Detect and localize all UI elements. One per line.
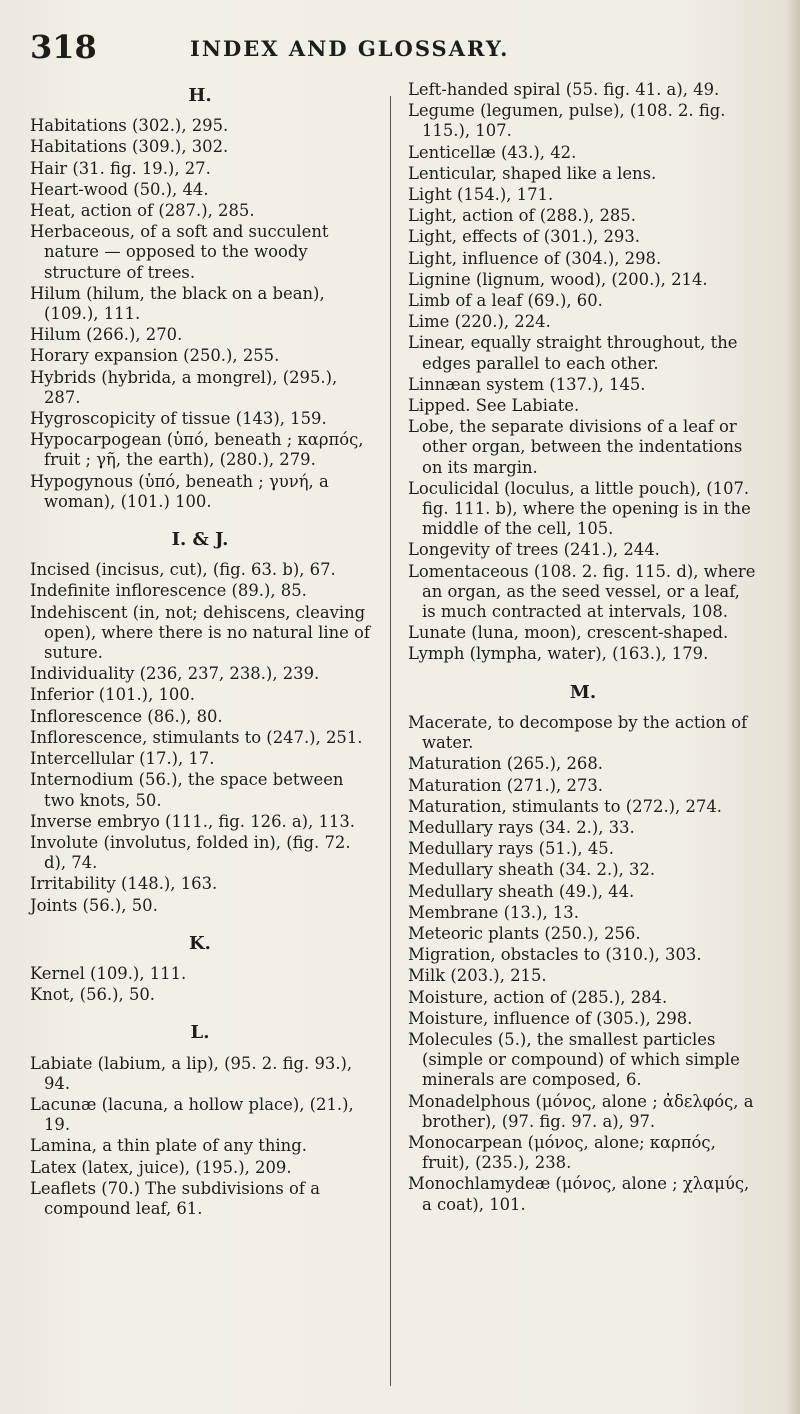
index-entry: Lobe, the separate divisions of a leaf or other organ, between the indentations on its margin.	[408, 417, 743, 477]
index-entry: Left-handed spiral (55. fig. 41. a), 49.	[408, 80, 720, 99]
index-entry: Labiate (labium, a lip), (95. 2. fig. 93.), 94.	[30, 1053, 353, 1093]
index-entry: Incised (incisus, cut), (fig. 63. b), 67.	[30, 560, 336, 580]
index-entry: Lignine (lignum, wood), (200.), 214.	[408, 269, 708, 289]
section-letter: I. & J.	[171, 529, 229, 551]
index-entry: Limb of a leaf (69.), 60.	[408, 291, 603, 311]
index-entry: Loculicidal (loculus, a little pouch), (107. fig. 111. b), where the opening is in the middle of the cell, 105.	[408, 478, 751, 539]
section-letter: K.	[189, 932, 211, 954]
index-entry: Joints (56.), 50.	[30, 895, 158, 915]
index-entry: Legume (legumen, pulse), (108. 2. fig. 115.), 107.	[408, 101, 726, 141]
index-entry: Inflorescence, stimulants to (247.), 251.	[30, 727, 363, 747]
index-entry: Involute (involutus, folded in), (fig. 72. d), 74.	[30, 832, 351, 873]
index-entry: Migration, obstacles to (310.), 303.	[408, 945, 702, 965]
index-entry: Monadelphous (μόνος, alone ; ἀδελφός, a brother), (97. fig. 97. a), 97.	[408, 1091, 754, 1131]
index-entry: Indehiscent (in, not; dehiscens, cleaving open), where there is no natural line of suture.	[30, 602, 370, 663]
index-entry: Heart-wood (50.), 44.	[30, 179, 209, 199]
index-entry: Medullary sheath (34. 2.), 32.	[408, 860, 656, 880]
index-entry: Linear, equally straight throughout, the edges parallel to each other.	[408, 333, 738, 373]
page-number: 318	[30, 28, 97, 66]
index-entry: Maturation (271.), 273.	[408, 775, 603, 795]
index-entry: Lacunæ (lacuna, a hollow place), (21.), 19.	[30, 1094, 354, 1135]
index-entry: Hilum (hilum, the black on a bean), (109.), 111.	[30, 283, 325, 324]
index-entry: Lenticular, shaped like a lens.	[408, 163, 657, 183]
column-divider	[390, 96, 391, 1386]
index-entry: Hypogynous (ὑπό, beneath ; γυνή, a woman), (101.) 100.	[30, 471, 329, 511]
section-letter: M.	[569, 681, 597, 703]
index-entry: Membrane (13.), 13.	[408, 902, 579, 922]
index-entry: Lenticellæ (43.), 42.	[408, 142, 577, 162]
index-entry: Latex (latex, juice), (195.), 209.	[30, 1157, 292, 1177]
index-entry: Hybrids (hybrida, a mongrel), (295.), 287.	[30, 367, 338, 407]
running-title: INDEX AND GLOSSARY.	[190, 36, 510, 61]
index-entry: Monocarpean (μόνος, alone; καρπός, fruit), (235.), 238.	[408, 1132, 716, 1173]
section-letter: L.	[190, 1022, 210, 1044]
index-entry: Inverse embryo (111., fig. 126. a), 113.	[30, 811, 355, 831]
index-entry: Knot, (56.), 50.	[30, 985, 156, 1005]
index-entry: Lime (220.), 224.	[408, 312, 551, 332]
index-entry: Habitations (309.), 302.	[30, 137, 229, 157]
index-entry: Light, effects of (301.), 293.	[408, 227, 640, 247]
index-entry: Hypocarpogean (ὑπό, beneath ; καρπός, fruit ; γῆ, the earth), (280.), 279.	[30, 430, 364, 470]
index-entry: Habitations (302.), 295.	[30, 116, 229, 136]
index-entry: Molecules (5.), the smallest particles (simple or compound) of which simple minerals are composed, 6.	[408, 1029, 740, 1090]
index-entry: Intercellular (17.), 17.	[30, 749, 215, 769]
index-entry: Indefinite inflorescence (89.), 85.	[30, 581, 307, 601]
index-entry: Herbaceous, of a soft and succulent nature — opposed to the woody structure of trees.	[30, 222, 329, 282]
section-letter: H.	[188, 85, 212, 106]
index-entry: Heat, action of (287.), 285.	[30, 201, 255, 221]
index-entry: Longevity of trees (241.), 244.	[408, 540, 660, 560]
right-column	[408, 80, 758, 1216]
index-entry: Linnæan system (137.), 145.	[408, 374, 646, 394]
index-entry: Lymph (lympha, water), (163.), 179.	[408, 644, 709, 664]
left-column	[30, 80, 370, 1220]
index-entry: Medullary rays (34. 2.), 33.	[408, 817, 635, 837]
index-entry: Kernel (109.), 111.	[30, 963, 187, 983]
page-edge-shadow	[786, 0, 800, 1414]
index-entry: Irritability (148.), 163.	[30, 874, 218, 894]
index-entry: Macerate, to decompose by the action of water.	[408, 712, 748, 753]
index-entry: Maturation (265.), 268.	[408, 754, 603, 774]
page-header	[30, 28, 770, 68]
index-entry: Internodium (56.), the space between two knots, 50.	[30, 770, 344, 810]
index-entry: Medullary sheath (49.), 44.	[408, 881, 635, 901]
index-entry: Medullary rays (51.), 45.	[408, 839, 614, 859]
index-entry: Maturation, stimulants to (272.), 274.	[408, 796, 722, 816]
index-entry: Hilum (266.), 270.	[30, 325, 183, 345]
index-entry: Lamina, a thin plate of any thing.	[30, 1136, 307, 1156]
index-entry: Moisture, influence of (305.), 298.	[408, 1008, 693, 1028]
index-entry: Moisture, action of (285.), 284.	[408, 987, 668, 1007]
index-entry: Lipped. See Labiate.	[408, 396, 580, 416]
index-entry: Light, influence of (304.), 298.	[408, 248, 662, 268]
index-entry: Inflorescence (86.), 80.	[30, 706, 223, 726]
index-entry: Lunate (luna, moon), crescent-shaped.	[408, 623, 729, 643]
index-entry: Inferior (101.), 100.	[30, 685, 195, 705]
index-entry: Individuality (236, 237, 238.), 239.	[30, 664, 320, 684]
index-entry: Leaflets (70.) The subdivisions of a compound leaf, 61.	[30, 1178, 320, 1218]
index-entry: Hygroscopicity of tissue (143), 159.	[30, 409, 327, 429]
index-entry: Horary expansion (250.), 255.	[30, 346, 280, 366]
index-entry: Hair (31. fig. 19.), 27.	[30, 158, 211, 178]
index-entry: Meteoric plants (250.), 256.	[408, 923, 641, 943]
index-entry: Light (154.), 171.	[408, 185, 554, 205]
index-entry: Milk (203.), 215.	[408, 966, 547, 986]
index-entry: Lomentaceous (108. 2. fig. 115. d), where an organ, as the seed vessel, or a leaf, is much contracted at intervals, 108.	[408, 561, 756, 622]
index-entry: Light, action of (288.), 285.	[408, 206, 636, 226]
index-entry: Monochlamydeæ (μόνος, alone ; χλαμύς, a coat), 101.	[408, 1174, 750, 1214]
